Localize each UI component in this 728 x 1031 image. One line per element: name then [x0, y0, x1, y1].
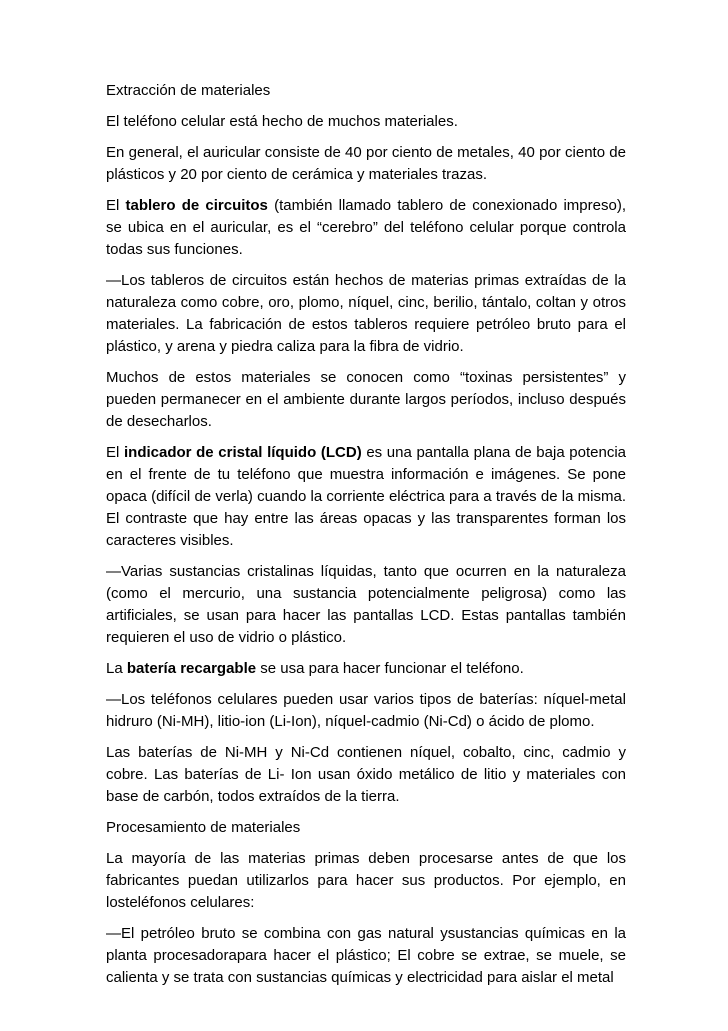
text-body: se usa para hacer funcionar el teléfono. — [256, 660, 524, 677]
paragraph-circuit-board — [106, 195, 626, 261]
paragraph-battery-contents: Las baterías de Ni-MH y Ni-Cd contienen níquel, cobalto, cinc, cadmio y cobre. Las baterías de Li- Ion usan óxido metálico de litio y materiales con base de carbón, todos extraídos de la tierra. — [106, 744, 626, 805]
paragraph-composition: En general, el auricular consiste de 40 por ciento de metales, 40 por ciento de plásticos y 20 por ciento de cerámica y materiales trazas. — [106, 144, 626, 183]
document-page — [106, 80, 626, 998]
term-rechargeable-battery: batería recargable — [126, 660, 257, 677]
paragraph-circuit-board-materials: —Los tableros de circuitos están hechos de materias primas extraídas de la naturaleza como cobre, oro, plomo, níquel, cinc, berilio, tántalo, coltan y otros materiales. La fabricación de estos tableros requiere petróleo bruto para el plástico, y arena y piedra caliza para la fibra de vidrio. — [106, 272, 626, 355]
text-prefix: El — [106, 197, 126, 214]
paragraph-materials-intro: El teléfono celular está hecho de muchos materiales. — [106, 113, 458, 130]
text-prefix: El — [106, 444, 124, 461]
paragraph-lcd — [106, 442, 626, 552]
paragraph-processing-intro: La mayoría de las materias primas deben procesarse antes de que los fabricantes puedan utilizarlos para hacer sus productos. Por ejemplo, en losteléfonos celulares: — [106, 850, 626, 911]
term-circuit-board: tablero de circuitos — [125, 197, 268, 214]
section-heading-extraction: Extracción de materiales — [106, 82, 271, 99]
text-body: es una pantalla plana de baja potencia en el frente de tu teléfono que muestra información e imágenes. Se pone opaca (difícil de verla) cuando la corriente eléctrica para a través de la misma. El contraste que hay entre las áreas opacas y las transparentes forman los caracteres visibles. — [106, 444, 626, 549]
paragraph-processing-examples: —El petróleo bruto se combina con gas natural ysustancias químicas en la planta procesadorapara hacer el plástico; El cobre se extrae, se muele, se calienta y se trata con sustancias químicas y electricidad para aislar el metal — [106, 925, 626, 986]
paragraph-battery — [106, 658, 626, 680]
text-prefix: La — [106, 660, 127, 677]
text-body: (también llamado tablero de conexionado impreso), se ubica en el auricular, es el “cerebro” del teléfono celular porque controla todas sus funciones. — [106, 197, 626, 258]
term-lcd: indicador de cristal líquido (LCD) — [123, 444, 362, 461]
paragraph-persistent-toxins: Muchos de estos materiales se conocen como “toxinas persistentes” y pueden permanecer en el ambiente durante largos períodos, incluso después de desecharlos. — [106, 369, 626, 430]
section-heading-processing: Procesamiento de materiales — [106, 819, 301, 836]
paragraph-lcd-materials: —Varias sustancias cristalinas líquidas, tanto que ocurren en la naturaleza (como el mercurio, una sustancia potencialmente peligrosa) como las artificiales, se usan para hacer las pantallas LCD. Estas pantallas también requieren el uso de vidrio o plástico. — [106, 563, 626, 646]
paragraph-battery-types: —Los teléfonos celulares pueden usar varios tipos de baterías: níquel-metal hidruro (Ni-MH), litio-ion (Li-Ion), níquel-cadmio (Ni-Cd) o ácido de plomo. — [106, 691, 626, 730]
